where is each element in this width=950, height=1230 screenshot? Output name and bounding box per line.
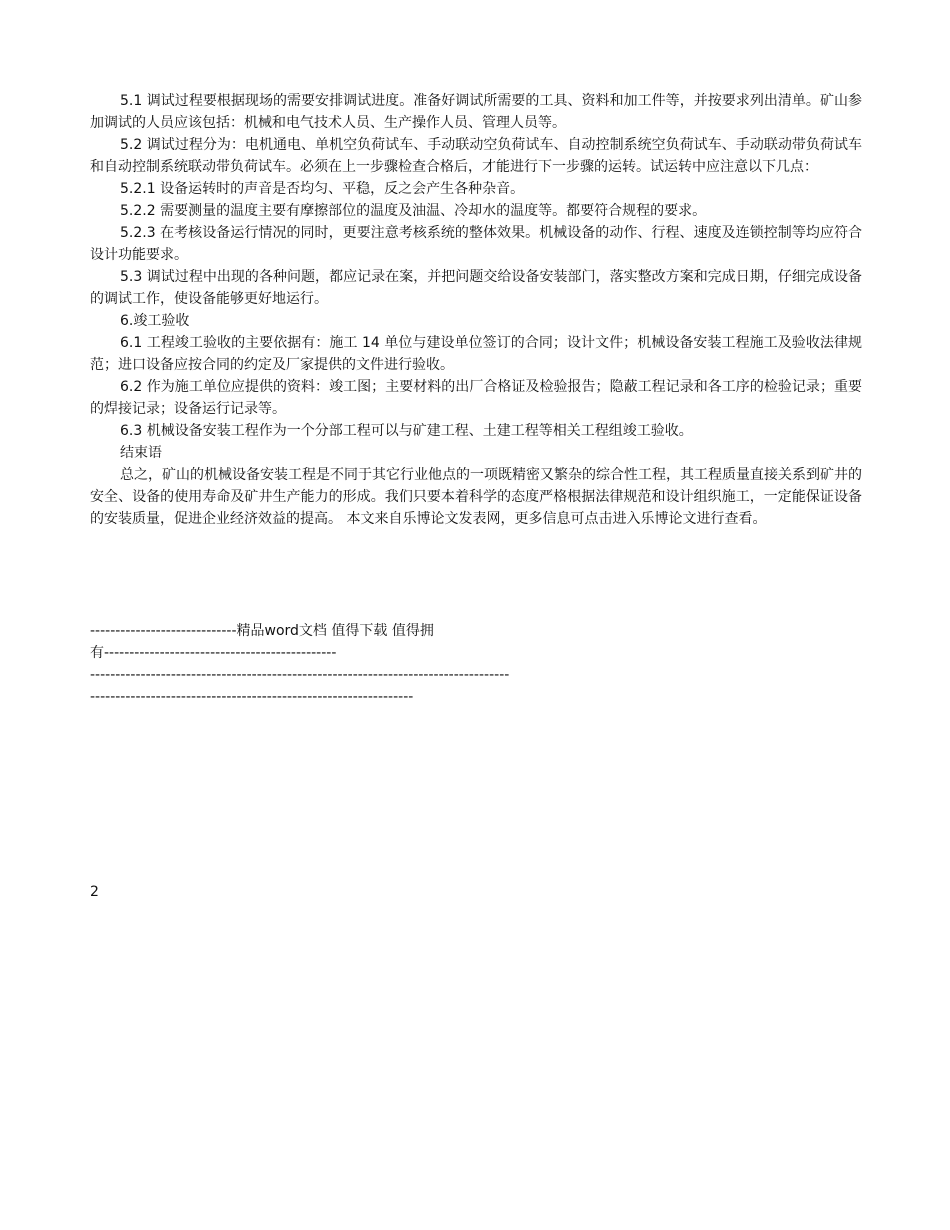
paragraph-5-2-3: 5.2.3 在考核设备运行情况的同时，更要注意考核系统的整体效果。机械设备的动作、行程、速度及连锁控制等均应符合设计功能要求。 xyxy=(90,225,862,263)
paragraph-6-3: 6.3 机械设备安装工程作为一个分部工程可以与矿建工程、土建工程等相关工程组竣工验收。 xyxy=(120,423,693,439)
footer-line-3: ----------------------------------------------------------------------------------- xyxy=(90,667,510,683)
footer-banner xyxy=(90,620,862,708)
footer-line-2: 有---------------------------------------------- xyxy=(90,645,337,661)
page-number: 2 xyxy=(90,884,99,900)
paragraph-5-2-1: 5.2.1 设备运转时的声音是否均匀、平稳，反之会产生各种杂音。 xyxy=(120,181,525,197)
conclusion-paragraph: 总之，矿山的机械设备安装工程是不同于其它行业他点的一项既精密又繁杂的综合性工程，其工程质量直接关系到矿井的安全、设备的使用寿命及矿井生产能力的形成。我们只要本着科学的态度严格根据法律规范和设计组织施工，一定能保证设备的安装质量，促进企业经济效益的提高。 本文来自乐博论文发表网，更多信息可点击进入乐博论文进行查看。 xyxy=(90,467,862,527)
paragraph-5-2: 5.2 调试过程分为：电机通电、单机空负荷试车、手动联动空负荷试车、自动控制系统空负荷试车、手动联动带负荷试车和自动控制系统联动带负荷试车。必须在上一步骤检查合格后，才能进行下一步骤的运转。试运转中应注意以下几点： xyxy=(90,137,862,175)
footer-line-1: -----------------------------精品word文档 值得下载 值得拥 xyxy=(90,623,434,639)
paragraph-5-1: 5.1 调试过程要根据现场的需要安排调试进度。准备好调试所需要的工具、资料和加工件等，并按要求列出清单。矿山参加调试的人员应该包括：机械和电气技术人员、生产操作人员、管理人员等。 xyxy=(90,93,862,131)
footer-line-4: ---------------------------------------------------------------- xyxy=(90,689,414,705)
paragraph-5-2-2: 5.2.2 需要测量的温度主要有摩擦部位的温度及油温、冷却水的温度等。都要符合规程的要求。 xyxy=(120,203,707,219)
paragraph-6-1: 6.1 工程竣工验收的主要依据有：施工 14 单位与建设单位签订的合同；设计文件；机械设备安装工程施工及验收法律规范；进口设备应按合同的约定及厂家提供的文件进行验收。 xyxy=(90,335,862,373)
conclusion-heading: 结束语 xyxy=(120,445,162,461)
paragraph-5-3: 5.3 调试过程中出现的各种问题，都应记录在案，并把问题交给设备安装部门，落实整改方案和完成日期，仔细完成设备的调试工作，使设备能够更好地运行。 xyxy=(90,269,862,307)
paragraph-6-2: 6.2 作为施工单位应提供的资料：竣工图；主要材料的出厂合格证及检验报告；隐蔽工程记录和各工序的检验记录；重要的焊接记录；设备运行记录等。 xyxy=(90,379,862,417)
section-heading-6: 6.竣工验收 xyxy=(120,313,190,329)
document-body xyxy=(90,90,862,530)
